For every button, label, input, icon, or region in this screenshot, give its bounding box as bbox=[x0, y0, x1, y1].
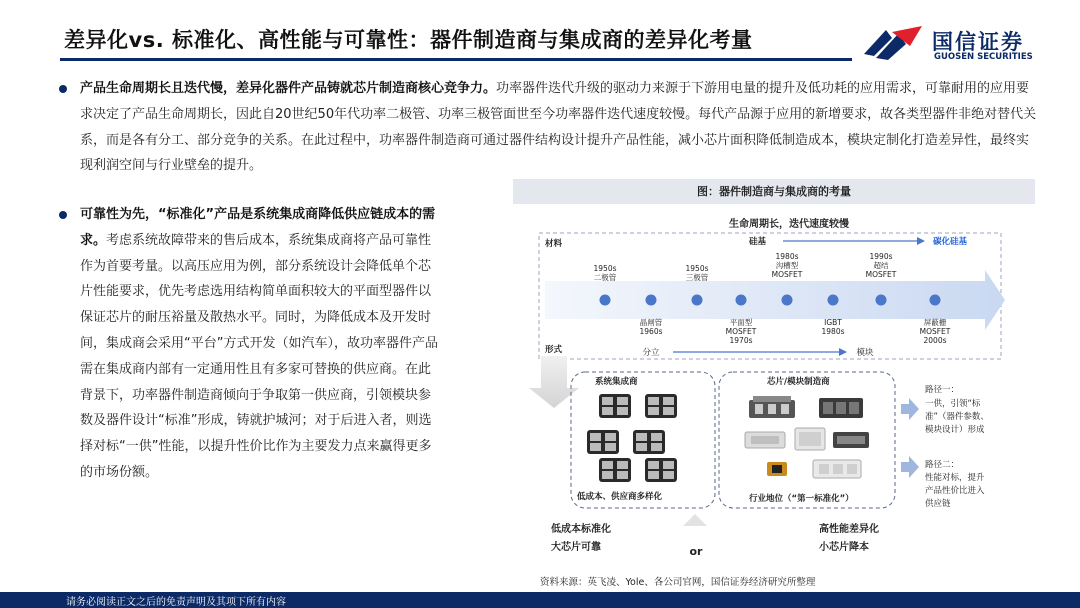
power-module-icon bbox=[599, 394, 631, 418]
top-device-name-sub: MOSFET bbox=[771, 270, 803, 279]
path1-text bbox=[925, 398, 989, 435]
top-device-year: 1980s bbox=[775, 252, 799, 261]
path2-line: 性能对标，提升 bbox=[925, 473, 985, 483]
timeline-node bbox=[828, 295, 839, 306]
timeline-node bbox=[600, 295, 611, 306]
left-caption-1: 低成本标准化 bbox=[551, 524, 611, 535]
up-triangle-icon bbox=[683, 514, 707, 526]
timeline-node bbox=[876, 295, 887, 306]
bottom-device-name: IGBT bbox=[824, 318, 842, 327]
maker-note: 行业地位（“第一标准化”） bbox=[749, 494, 854, 504]
top-device-year: 1990s bbox=[869, 252, 893, 261]
form-arrow-head bbox=[839, 348, 847, 356]
path2-text bbox=[925, 472, 985, 509]
lifecycle-label: 生命周期长，迭代速度较慢 bbox=[729, 219, 849, 230]
device-product-icon bbox=[813, 460, 861, 478]
top-device-name-sub: MOSFET bbox=[865, 270, 897, 279]
device-product-icons bbox=[745, 396, 869, 478]
title-underline bbox=[60, 58, 852, 61]
bottom-device-year: 1980s bbox=[821, 327, 845, 336]
bullet-2-body: 考虑系统故障带来的售后成本，系统集成商将产品可靠性作为首要考量。以高压应用为例，部分系统设计会降低单个芯片性能要求，优先考虑选用结构简单面积较大的平面型器件以保证芯片的耐压裕量及散热水平。同时，为降低成本及开发时间，集成商会采用“平台”方式开发（如汽车），故功率器件产品需在集成商内部有一定通用性且有多家可替换的供应商。在此背景下，功率器件制造商倾向于争取第一供应商，引领模块参数及器件设计“标准”形成，铸就护城河；对于后进入者，则选择对标“一供”性能，以提升性价比作为主要发力点来赢得更多的市场份额。 bbox=[80, 232, 438, 480]
footer-bar bbox=[0, 592, 1080, 608]
timeline-node bbox=[692, 295, 703, 306]
or-label: or bbox=[689, 545, 703, 558]
power-module-icon bbox=[633, 430, 665, 454]
timeline-node bbox=[646, 295, 657, 306]
logo-text-cn: 国信证券 bbox=[932, 30, 1024, 54]
figure-title: 图：器件制造商与集成商的考量 bbox=[513, 179, 1035, 204]
power-module-icons bbox=[587, 394, 677, 482]
top-device-name: 二极管 bbox=[593, 273, 617, 282]
row-label-form: 形式 bbox=[545, 345, 563, 355]
form-discrete: 分立 bbox=[642, 348, 660, 358]
left-caption-2: 大芯片可靠 bbox=[551, 542, 601, 553]
path1-line: 准”（器件参数、 bbox=[925, 412, 989, 422]
device-product-icon bbox=[745, 432, 785, 448]
top-device-name: 超结 bbox=[873, 261, 889, 270]
figure-source: 资料来源：英飞凌、Yole、各公司官网，国信证券经济研究所整理 bbox=[540, 577, 816, 588]
top-device-year: 1950s bbox=[593, 264, 617, 273]
maker-label: 芯片/模块制造商 bbox=[767, 377, 830, 387]
integrator-note: 低成本、供应商多样化 bbox=[577, 492, 663, 502]
path2-title: 路径二： bbox=[925, 460, 960, 470]
top-device-name: 三极管 bbox=[685, 273, 709, 282]
bottom-device-year: 1970s bbox=[729, 336, 753, 345]
page-title: 差异化vs. 标准化、高性能与可靠性：器件制造商与集成商的差异化考量 bbox=[64, 28, 753, 52]
timeline-node bbox=[782, 295, 793, 306]
bullet-dot bbox=[59, 85, 67, 93]
material-arrow-head bbox=[917, 237, 925, 245]
power-module-icon bbox=[645, 458, 677, 482]
bottom-device-year: 2000s bbox=[923, 336, 947, 345]
timeline-node bbox=[930, 295, 941, 306]
form-module: 模块 bbox=[856, 348, 874, 358]
integrator-label: 系统集成商 bbox=[595, 377, 638, 387]
bullet-paragraph-2 bbox=[80, 202, 440, 486]
device-product-icon bbox=[795, 428, 825, 450]
device-product-icon bbox=[819, 398, 863, 418]
top-device-name: 沟槽型 bbox=[775, 261, 799, 270]
bottom-device-name-sub: MOSFET bbox=[725, 327, 757, 336]
path1-title: 路径一： bbox=[925, 385, 960, 395]
device-product-icon bbox=[833, 432, 869, 448]
path2-line: 供应链 bbox=[925, 499, 951, 509]
logo-text-en: GUOSEN SECURITIES bbox=[934, 52, 1033, 62]
row-label-material: 材料 bbox=[545, 239, 563, 249]
power-module-icon bbox=[599, 458, 631, 482]
bottom-device-name: 平面型 bbox=[729, 318, 753, 327]
bullet-1-lead: 产品生命周期长且迭代慢，差异化器件产品铸就芯片制造商核心竞争力。 bbox=[80, 81, 497, 96]
brand-logo bbox=[862, 22, 1032, 64]
bottom-device-name-sub: MOSFET bbox=[919, 327, 951, 336]
bullet-dot bbox=[59, 211, 67, 219]
bottom-device-name: 晶闸管 bbox=[639, 318, 663, 327]
path1-line: 一供，引领“标 bbox=[925, 399, 981, 409]
footer-disclaimer: 请务必阅读正文之后的免责声明及其项下所有内容 bbox=[66, 597, 286, 608]
path2-line: 产品性价比进入 bbox=[925, 486, 985, 496]
right-caption-2: 小芯片降本 bbox=[819, 542, 869, 553]
bottom-device-name: 屏蔽栅 bbox=[923, 318, 947, 327]
right-caption-1: 高性能差异化 bbox=[819, 524, 879, 535]
guosen-logo-icon bbox=[862, 24, 928, 62]
power-module-icon bbox=[587, 430, 619, 454]
figure-diagram bbox=[513, 206, 1035, 570]
path1-line: 模块设计）形成 bbox=[925, 425, 985, 435]
bottom-device-year: 1960s bbox=[639, 327, 663, 336]
device-product-icon bbox=[767, 462, 787, 476]
path-arrow-icon bbox=[901, 398, 919, 420]
top-device-year: 1950s bbox=[685, 264, 709, 273]
power-module-icon bbox=[645, 394, 677, 418]
timeline-node bbox=[736, 295, 747, 306]
bullet-1-body: 功率器件迭代升级的驱动力来源于下游用电量的提升及低功耗的应用需求，可靠耐用的应用要求决定了产品生命周期长，因此自20世纪50年代功率二极管、功率三极管面世至今功率器件迭代速度较慢。每代产品源于应用的新增要求，故各类型器件非绝对替代关系，而是各有分工、部分竞争的关系。在此过程中，功率器件制造商可通过器件结构设计提升产品性能，减小芯片面积降低制造成本，模块定制化打造差异性，最终实现利润空间与行业壁垒的提升。 bbox=[80, 81, 1037, 174]
material-silicon: 硅基 bbox=[749, 237, 767, 247]
bullet-paragraph-1 bbox=[80, 76, 1040, 179]
material-sic: 碳化硅基 bbox=[933, 237, 968, 247]
device-product-icon bbox=[749, 396, 795, 418]
path-arrow-icon bbox=[901, 456, 919, 478]
bullet-2-lead: 可靠性为先，“标准化”产品是系统集成商降低供应链成本的需求。 bbox=[80, 207, 436, 248]
